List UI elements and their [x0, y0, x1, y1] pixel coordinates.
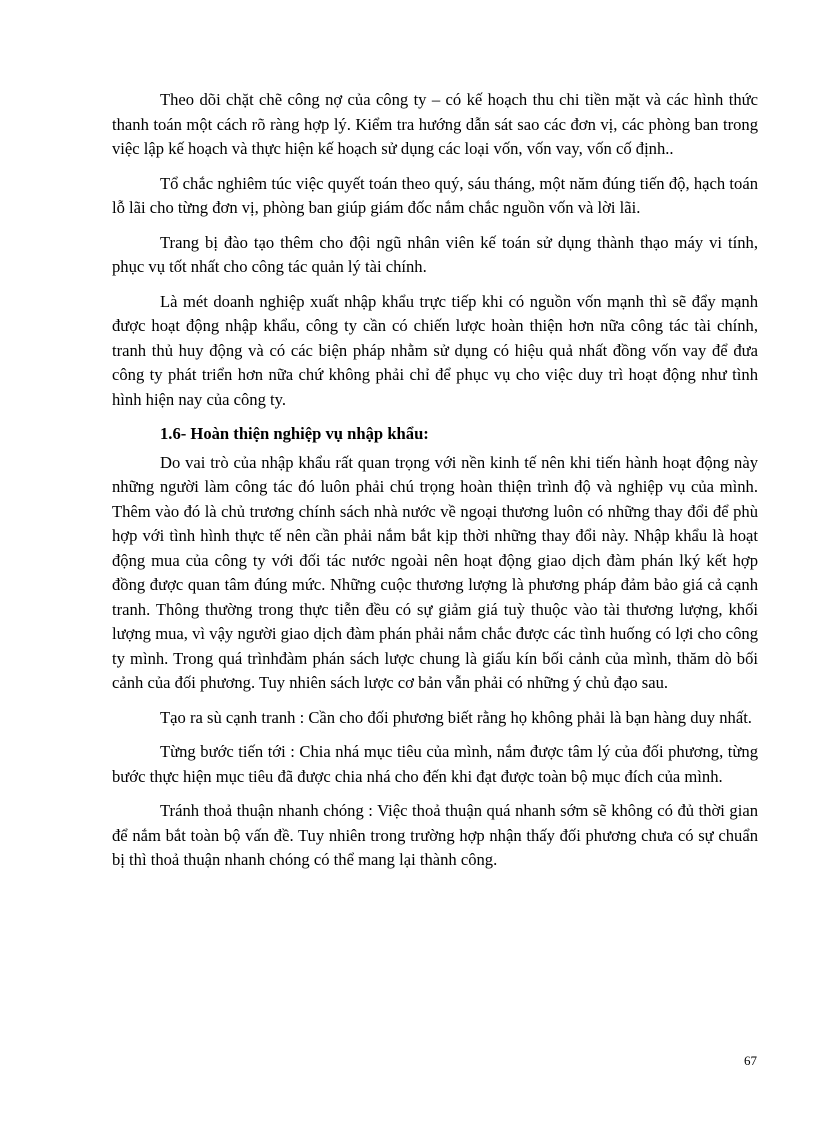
paragraph-debt-tracking: Theo dõi chặt chẽ công nợ của công ty – có kế hoạch thu chi tiền mặt và các hình thức thanh toán một cách rõ ràng hợp lý. Kiểm tra hướng dẫn sát sao các đơn vị, các phòng ban trong việc lập kế hoạch và thực hiện kế hoạch sử dụng các loại vốn, vốn vay, vốn cố định..	[112, 90, 758, 158]
section-heading: 1.6- Hoàn thiện nghiệp vụ nhập khẩu:	[160, 424, 429, 443]
paragraph-capital-strategy: Là mét doanh nghiệp xuất nhập khẩu trực tiếp khi có nguồn vốn mạnh thì sẽ đẩy mạnh được hoạt động nhập khẩu, công ty cần có chiến lược hoàn thiện hơn nữa công tác tài chính, tranh thủ huy động và có các biện pháp nhằm sử dụng có hiệu quả nhất đồng vốn vay để đưa công ty phát triển hơn nữa chứ không phải chỉ để phục vụ cho việc duy trì hoạt động như tình hình hiện nay của công ty.	[112, 291, 758, 409]
paragraph-training: Trang bị đào tạo thêm cho đội ngũ nhân viên kế toán sử dụng thành thạo máy vi tính, phục vụ tốt nhất cho công tác quản lý tài chính.	[112, 232, 758, 276]
paragraph-settlement: Tổ chắc nghiêm túc việc quyết toán theo quý, sáu tháng, một năm đúng tiến độ, hạch toán lỗ lãi cho từng đơn vị, phòng ban giúp giám đốc nắm chắc nguồn vốn và lời lãi.	[112, 173, 758, 217]
paragraph-competition: Tạo ra sù cạnh tranh : Cần cho đối phương biết rằng họ không phải là bạn hàng duy nhất.	[160, 707, 752, 727]
page-number: 67	[744, 1053, 757, 1068]
page-body	[112, 88, 758, 883]
paragraph-step-by-step: Từng bước tiến tới : Chia nhá mục tiêu của mình, nắm được tâm lý của đối phương, từng bước thực hiện mục tiêu đã được chia nhá cho đến khi đạt được toàn bộ mục đích của mình.	[112, 742, 758, 786]
paragraph-import-role: Do vai trò của nhập khẩu rất quan trọng với nền kinh tế nên khi tiến hành hoạt động này những người làm công tác đó luôn phải chú trọng hoàn thiện trình độ và nghiệp vụ của mình. Thêm vào đó là chủ trương chính sách nhà nước về ngoại thương luôn có những thay đổi để phù hợp với tình hình thực tế nên cần phải nắm bắt kịp thời những thay đổi này. Nhập khẩu là hoạt động mua của công ty với đối tác nước ngoài nên hoạt động giao dịch đàm phán lký kết hợp đồng được quan tâm đúng mức. Những cuộc thương lượng là phương pháp đảm bảo giá cả cạnh tranh. Thông thường trong thực tiễn đều có sự giảm giá tuỳ thuộc vào tài thương lượng, khối lượng mua, vì vậy người giao dịch đàm phán phải nắm chắc được các tình huống có lợi cho công ty mình. Trong quá trìnhđàm phán sách lược chung là giấu kín bối cảnh của mình, thăm dò bối cảnh của đối phương. Tuy nhiên sách lược cơ bản vẫn phải có những ý chủ đạo sau.	[112, 452, 758, 692]
paragraph-avoid-quick-agreement: Tránh thoả thuận nhanh chóng : Việc thoả thuận quá nhanh sớm sẽ không có đủ thời gian để nắm bắt toàn bộ vấn đề. Tuy nhiên trong trường hợp nhận thấy đối phương chưa có sự chuẩn bị thì thoả thuận nhanh chóng có thể mang lại thành công.	[112, 801, 758, 869]
